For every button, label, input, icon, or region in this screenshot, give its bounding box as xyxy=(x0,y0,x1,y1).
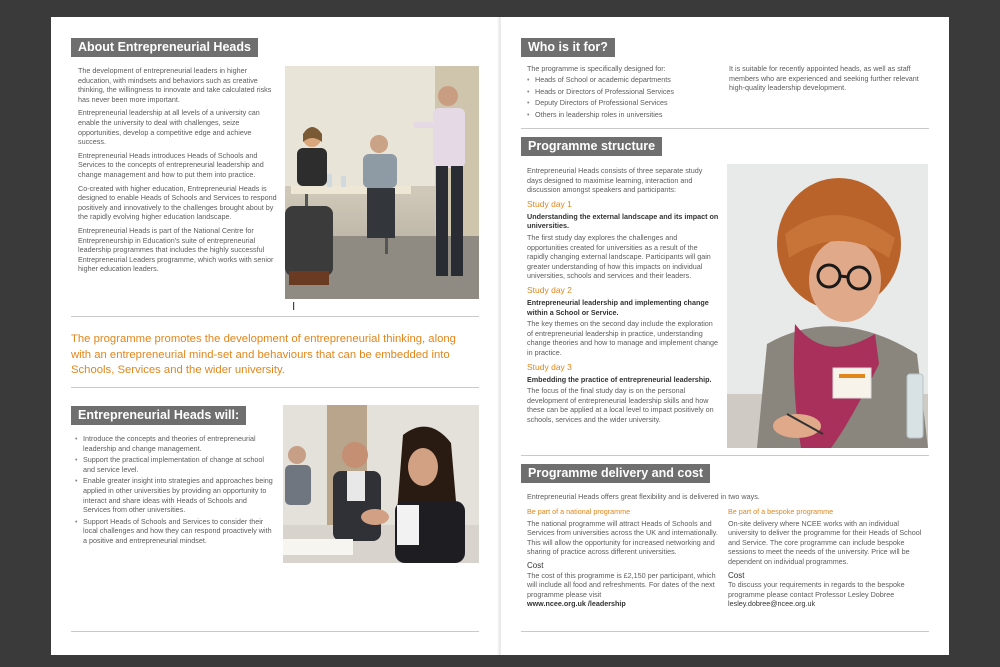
about-paragraph-5: Entrepreneurial Heads is part of the National Centre for Entrepreneurship in Education's suite of entrepreneurial leadership programmes that includes the highly successful Entrepreneurial Leaders programme, which works with senior higher education leaders. xyxy=(78,225,274,274)
divider xyxy=(521,455,929,456)
bespoke-cost-text: To discuss your requirements in regards to the bespoke programme please contact Professor Lesley Dobree xyxy=(728,580,905,599)
study-day-1-label: Study day 1 xyxy=(527,198,572,209)
left-page xyxy=(51,17,499,655)
structure-body xyxy=(527,166,719,428)
portrait-photo xyxy=(727,164,928,448)
about-paragraph-3: Entrepreneurial Heads introduces Heads of Schools and Services to the concepts of entrepreneurial leadership and change management and how to put them into practice. xyxy=(78,150,264,179)
list-item: • Heads of School or academic departments xyxy=(527,75,717,85)
bespoke-text: On-site delivery where NCEE works with an individual university to deliver the programme for their Heads of School and Service. The core programme can include bespoke sessions to meet the needs of the university. Price will be dependent on individual programmes. xyxy=(728,518,922,566)
list-item: • Others in leadership roles in universities xyxy=(527,110,717,120)
who-list xyxy=(527,75,717,121)
divider xyxy=(521,128,929,129)
national-label: Be part of a national programme xyxy=(527,507,631,516)
about-paragraph-1: The development of entrepreneurial leaders in higher education, with mindsets and behaviors such as creative thinking, the willingness to innovate and take calculated risks has never been more important. xyxy=(78,66,272,104)
about-heading: About Entrepreneurial Heads xyxy=(71,38,258,57)
text-cursor-icon: I xyxy=(292,300,296,313)
discussion-photo xyxy=(283,405,479,563)
list-item: • Introduce the concepts and theories of entrepreneurial leadership and change management. xyxy=(75,434,275,453)
study-day-3-label: Study day 3 xyxy=(527,361,572,372)
list-item: • Support Heads of Schools and Services to consider their local challenges and how they can respond proactively with a positive and entrepreneurial mindset. xyxy=(75,517,275,546)
divider xyxy=(521,631,929,632)
list-item: • Heads or Directors of Professional Services xyxy=(527,87,717,97)
delivery-heading: Programme delivery and cost xyxy=(521,464,710,483)
who-suitable: It is suitable for recently appointed heads, as well as staff members who are experienced and seeking further relevant high-quality leadership development. xyxy=(729,64,919,93)
study-day-3-title: Embedding the practice of entrepreneurial leadership. xyxy=(527,374,712,384)
national-cost-text: The cost of this programme is £2,150 per participant, which will include all food and refreshments. For dates of the next programme please visit xyxy=(527,570,716,599)
bespoke-email[interactable]: lesley.dobree@ncee.org.uk xyxy=(728,599,816,609)
will-heading: Entrepreneurial Heads will: xyxy=(71,406,246,425)
divider xyxy=(71,631,479,632)
discussion-illustration xyxy=(283,405,479,563)
bespoke-programme xyxy=(728,507,928,609)
pull-quote: The programme promotes the development of entrepreneurial thinking, along with an entrepreneurial mind-set and behaviours that can be embedded into Schools, Services and the wider university. xyxy=(71,333,456,376)
structure-heading: Programme structure xyxy=(521,137,662,156)
list-item: • Enable greater insight into strategies and approaches being applied in other universities by providing an opportunity to interact and share ideas with Heads of Schools and Services from other universities. xyxy=(75,476,275,514)
study-day-2-title: Entrepreneurial leadership and implementing change within a School or Service. xyxy=(527,297,709,317)
divider xyxy=(71,387,479,388)
national-link[interactable]: www.ncee.org.uk /leadership xyxy=(527,599,626,609)
study-day-2-label: Study day 2 xyxy=(527,284,572,295)
study-day-1-title: Understanding the external landscape and its impact on universities. xyxy=(527,211,719,231)
who-heading: Who is it for? xyxy=(521,38,615,57)
study-day-2-text: The key themes on the second day include the exploration of entrepreneurial leadership in practice, understanding change theories and how to manage and implement change in practice. xyxy=(527,319,718,357)
portrait-illustration xyxy=(727,164,928,448)
meeting-illustration xyxy=(285,66,479,299)
structure-intro: Entrepreneurial Heads consists of three separate study days designed to maximise learning, interaction and discussion amongst speakers and participants: xyxy=(527,166,703,195)
study-day-3-text: The focus of the final study day is on the personal development of entrepreneurial leadership skills and how these can be applied at a local level to impact positively on schools, services and the wider university. xyxy=(527,386,714,424)
bespoke-cost-label: Cost xyxy=(728,570,745,580)
national-text: The national programme will attract Heads of Schools and Services from universities across the UK and internationally. This will allow the opportunity for increased networking and sharing of practice across different universities. xyxy=(527,518,718,557)
list-item: • Deputy Directors of Professional Services xyxy=(527,98,717,108)
will-list xyxy=(75,434,275,548)
right-page xyxy=(501,17,949,655)
national-cost-label: Cost xyxy=(527,560,544,570)
list-item: • Support the practical implementation of change at school and service level. xyxy=(75,455,275,474)
bespoke-label: Be part of a bespoke programme xyxy=(728,507,834,516)
who-intro: The programme is specifically designed for: xyxy=(527,64,666,73)
divider xyxy=(71,316,479,317)
national-programme xyxy=(527,507,723,609)
meeting-photo xyxy=(285,66,479,299)
study-day-1-text: The first study day explores the challenges and opportunities created for universities as a result of the rapidly changing external landscape. Participants will gain greater understanding of how this impacts on individual universities, schools and services and their leaders. xyxy=(527,232,711,281)
about-body xyxy=(78,66,278,278)
about-paragraph-2: Entrepreneurial leadership at all levels of a university can enable the university to deal with challenges, seize opportunities, develop a competitive edge and achieve success. xyxy=(78,108,260,147)
delivery-intro: Entrepreneurial Heads offers great flexibility and is delivered in two ways. xyxy=(527,492,760,501)
about-paragraph-4: Co-created with higher education, Entrepreneurial Heads is designed to enable Heads of Schools and Services to respond positively and innovatively to the challenges brought about by the rapidly evolving higher education landscape. xyxy=(78,183,277,222)
